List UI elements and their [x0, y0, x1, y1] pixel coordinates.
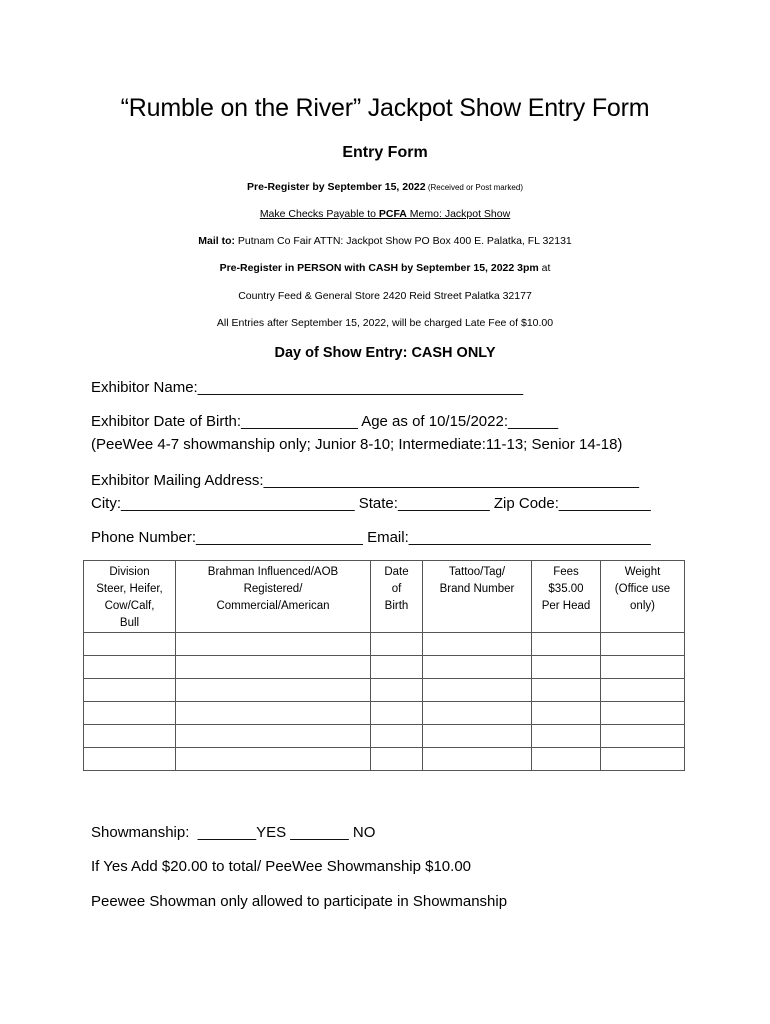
mail-to-line [0, 235, 770, 247]
division-age-note: (PeeWee 4-7 showmanship only; Junior 8-10; Intermediate:11-13; Senior 14-18) [91, 436, 623, 453]
table-cell[interactable] [371, 656, 423, 679]
table-cell[interactable] [371, 725, 423, 748]
table-row[interactable] [84, 702, 685, 725]
table-cell[interactable] [423, 702, 532, 725]
table-cell[interactable] [176, 633, 371, 656]
in-person-tail: at [538, 262, 551, 274]
day-of-show-heading: Day of Show Entry: CASH ONLY [274, 345, 496, 361]
table-cell[interactable] [371, 679, 423, 702]
table-row[interactable] [84, 633, 685, 656]
table-cell[interactable] [176, 748, 371, 771]
pre-register-note: (Received or Post marked) [425, 183, 523, 192]
table-cell[interactable] [532, 725, 601, 748]
table-cell[interactable] [84, 725, 176, 748]
store-address: Country Feed & General Store 2420 Reid Street Palatka 32177 [238, 290, 532, 302]
pre-register-deadline: Pre-Register by September 15, 2022 [247, 181, 426, 193]
header-weight: Weight (Office use only) [601, 561, 685, 633]
page-subtitle: Entry Form [342, 144, 428, 161]
table-cell[interactable] [532, 702, 601, 725]
table-cell[interactable] [176, 679, 371, 702]
table-cell[interactable] [176, 725, 371, 748]
table-cell[interactable] [601, 725, 685, 748]
header-tattoo-tag: Tattoo/Tag/ Brand Number [423, 561, 532, 633]
phone-email-field[interactable]: Phone Number:____________________ Email:_____________________________ [91, 529, 651, 546]
header-breed: Brahman Influenced/AOB Registered/ Commercial/American [176, 561, 371, 633]
entry-table [83, 560, 685, 771]
mail-to-label: Mail to: [198, 235, 235, 247]
showmanship-field[interactable]: Showmanship: _______YES _______ NO [91, 824, 376, 841]
table-cell[interactable] [371, 748, 423, 771]
header-division: Division Steer, Heifer, Cow/Calf, Bull [84, 561, 176, 633]
table-cell[interactable] [423, 725, 532, 748]
showmanship-fee-note: If Yes Add $20.00 to total/ PeeWee Showmanship $10.00 [91, 858, 472, 875]
table-row[interactable] [84, 748, 685, 771]
table-cell[interactable] [532, 679, 601, 702]
table-cell[interactable] [601, 702, 685, 725]
peewee-note: Peewee Showman only allowed to participate in Showmanship [91, 893, 508, 910]
table-row[interactable] [84, 679, 685, 702]
table-cell[interactable] [601, 633, 685, 656]
mail-to-address: Putnam Co Fair ATTN: Jackpot Show PO Box 400 E. Palatka, FL 32131 [235, 235, 572, 247]
table-row[interactable] [84, 725, 685, 748]
table-cell[interactable] [601, 748, 685, 771]
checks-payee: PCFA [378, 208, 407, 220]
in-person-line [0, 262, 770, 274]
table-row[interactable] [84, 656, 685, 679]
checks-prefix: Make Checks Payable to [259, 208, 379, 220]
late-fee-notice: All Entries after September 15, 2022, will be charged Late Fee of $10.00 [216, 317, 554, 329]
table-cell[interactable] [601, 679, 685, 702]
pre-register-line [0, 181, 770, 193]
table-cell[interactable] [532, 656, 601, 679]
table-cell[interactable] [423, 633, 532, 656]
exhibitor-dob-age-field[interactable]: Exhibitor Date of Birth:______________ Age as of 10/15/2022:______ [91, 413, 559, 430]
table-cell[interactable] [423, 656, 532, 679]
table-cell[interactable] [423, 748, 532, 771]
table-cell[interactable] [371, 702, 423, 725]
table-cell[interactable] [532, 633, 601, 656]
table-cell[interactable] [601, 656, 685, 679]
table-cell[interactable] [84, 702, 176, 725]
page-title: “Rumble on the River” Jackpot Show Entry Form [120, 94, 650, 122]
table-cell[interactable] [532, 748, 601, 771]
checks-payable-line [0, 208, 770, 220]
table-cell[interactable] [84, 633, 176, 656]
in-person-deadline: Pre-Register in PERSON with CASH by September 15, 2022 3pm [219, 262, 539, 274]
exhibitor-name-field[interactable]: Exhibitor Name:_______________________________________ [91, 379, 524, 396]
table-header-row [84, 561, 685, 633]
header-date-of-birth: Date of Birth [371, 561, 423, 633]
header-fees: Fees $35.00 Per Head [532, 561, 601, 633]
city-state-zip-field[interactable]: City:____________________________ State:___________ Zip Code:___________ [91, 495, 651, 512]
table-cell[interactable] [84, 679, 176, 702]
table-cell[interactable] [371, 633, 423, 656]
table-cell[interactable] [423, 679, 532, 702]
table-cell[interactable] [176, 656, 371, 679]
table-cell[interactable] [84, 748, 176, 771]
table-cell[interactable] [176, 702, 371, 725]
table-cell[interactable] [84, 656, 176, 679]
mailing-address-field[interactable]: Exhibitor Mailing Address:_____________________________________________ [91, 472, 639, 489]
checks-memo: Memo: Jackpot Show [406, 208, 511, 220]
